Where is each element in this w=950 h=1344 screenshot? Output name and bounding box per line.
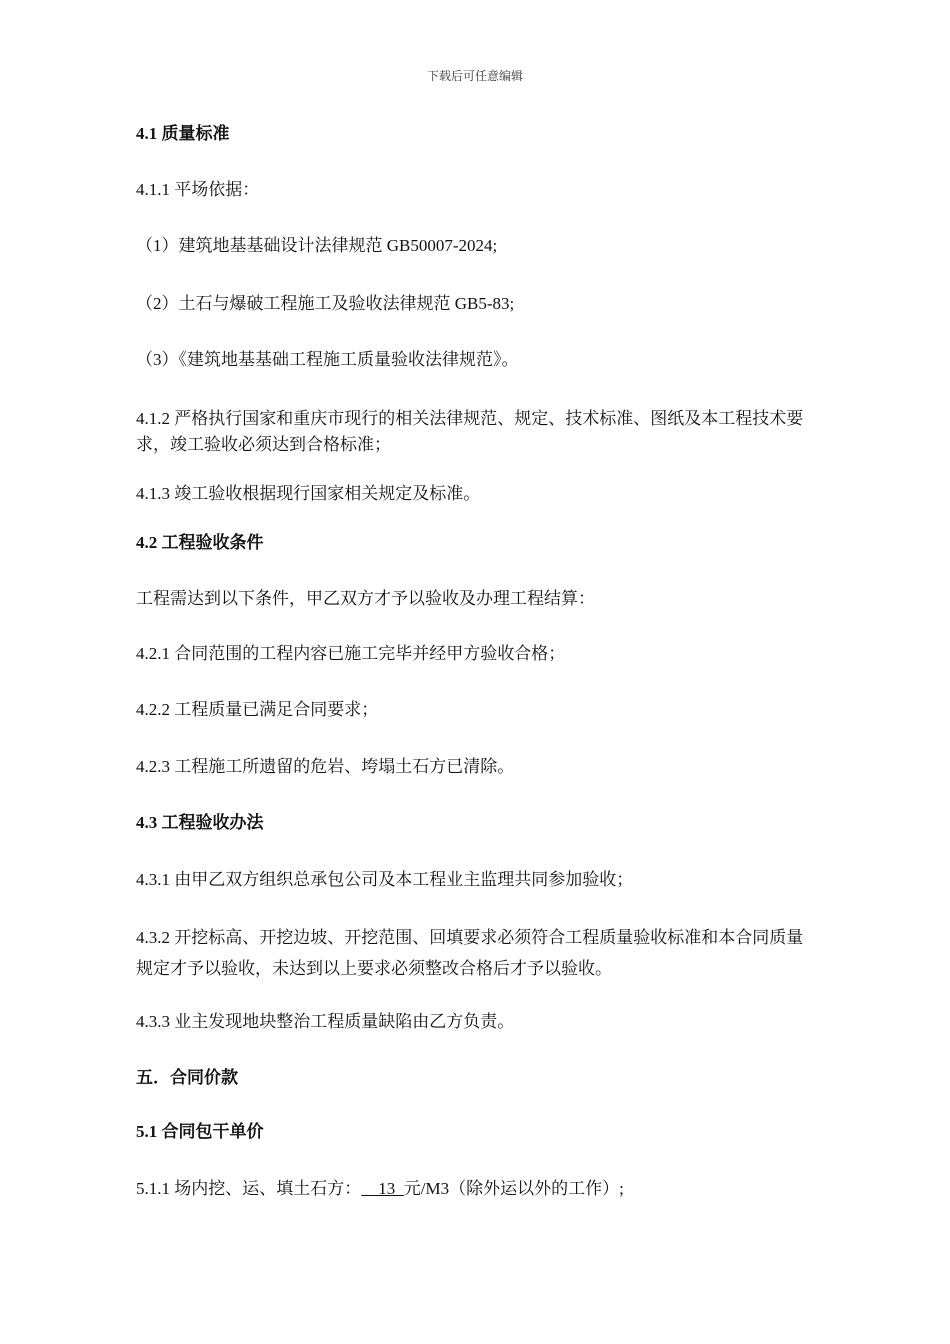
list-item-1: （1）建筑地基基础设计法律规范 GB50007-2024; (136, 236, 498, 255)
paragraph-4-3-1: 4.3.1 由甲乙双方组织总承包公司及本工程业主监理共同参加验收； (136, 870, 634, 889)
paragraph-4-3-3: 4.3.3 业主发现地块整治工程质量缺陷由乙方负责。 (136, 1012, 515, 1031)
list-item-3: （3）《建筑地基基础工程施工质量验收法律规范》。 (136, 350, 519, 369)
paragraph-4-3-2: 4.3.2 开挖标高、开挖边坡、开挖范围、回填要求必须符合工程质量验收标准和本合同质量规定才予以验收，未达到以上要求必须整改合格后才予以验收。 (136, 928, 804, 978)
paragraph-4-2-1: 4.2.1 合同范围的工程内容已施工完毕并经甲方验收合格； (136, 644, 566, 663)
paragraph-4-1-1: 4.1.1 平场依据： (136, 180, 260, 199)
section-heading-4-1: 4.1 质量标准 (136, 124, 230, 143)
page-header: 下载后可任意编辑 (426, 69, 523, 83)
section-heading-4-2: 4.2 工程验收条件 (136, 533, 264, 552)
paragraph-4-2-2: 4.2.2 工程质量已满足合同要求； (136, 700, 379, 719)
list-item-2: （2）土石与爆破工程施工及验收法律规范 GB5-83; (136, 294, 515, 313)
paragraph-4-2-intro: 工程需达到以下条件，甲乙双方才予以验收及办理工程结算： (136, 589, 595, 608)
section-heading-5-1: 5.1 合同包干单价 (136, 1122, 264, 1141)
paragraph-4-1-3: 4.1.3 竣工验收根据现行国家相关规定及标准。 (136, 484, 481, 503)
paragraph-5-1-1-suffix: 元/M3（除外运以外的工作）; (403, 1179, 624, 1198)
section-heading-4-3: 4.3 工程验收办法 (136, 813, 264, 832)
paragraph-5-1-1-prefix: 5.1.1 场内挖、运、填土石方： (136, 1179, 362, 1198)
unit-price-blank: 13 (361, 1179, 404, 1198)
paragraph-4-2-3: 4.2.3 工程施工所遗留的危岩、垮塌土石方已清除。 (136, 757, 515, 776)
paragraph-4-1-2: 4.1.2 严格执行国家和重庆市现行的相关法律规范、规定、技术标准、图纸及本工程技术要求，竣工验收必须达到合格标准； (136, 409, 804, 454)
section-heading-5: 五．合同价款 (136, 1068, 238, 1087)
paragraph-5-1-1 (136, 1176, 816, 1202)
